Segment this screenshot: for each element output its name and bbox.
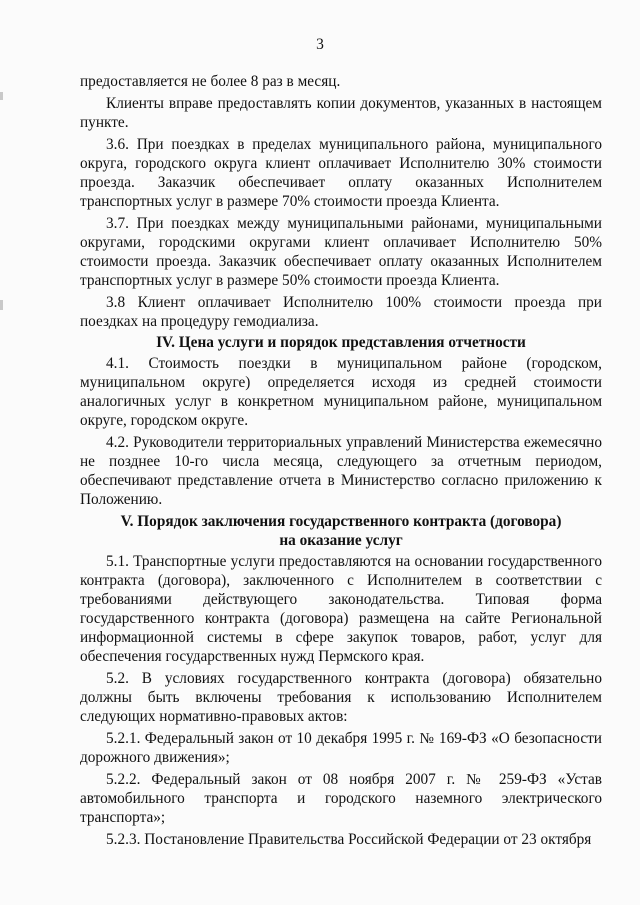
- paragraph: Клиенты вправе предоставлять копии документов, указанных в настоящем пункте.: [80, 95, 602, 131]
- page-number: 3: [316, 36, 324, 53]
- paragraph-4-1: 4.1. Стоимость поездки в муниципальном районе (городском, муниципальном округе) определяется исходя из средней стоимости аналогичных услуг в конкретном муниципальном районе, муниципальном округе, городском округе.: [80, 355, 602, 429]
- section-heading-v-continued: на оказание услуг: [279, 532, 403, 549]
- document-body: [80, 72, 602, 849]
- paragraph-5-2-2: 5.2.2. Федеральный закон от 08 ноября 2007 г. № 259-ФЗ «Устав автомобильного транспорта и городского наземного электрического транспорта»;: [80, 771, 602, 826]
- paragraph-5-2-1: 5.2.1. Федеральный закон от 10 декабря 1995 г. № 169-ФЗ «О безопасности дорожного движения»;: [80, 730, 602, 766]
- scan-edge-mark: [0, 300, 3, 310]
- paragraph: предоставляется не более 8 раз в месяц.: [80, 73, 341, 90]
- paragraph-5-2: 5.2. В условиях государственного контракта (договора) обязательно должны быть включены требования к использованию Исполнителем следующих нормативно-правовых актов:: [80, 670, 602, 725]
- scan-edge-mark: [0, 92, 3, 100]
- section-heading-iv: IV. Цена услуги и порядок представления отчетности: [156, 334, 526, 351]
- section-heading-v: V. Порядок заключения государственного контракта (договора): [120, 513, 562, 530]
- paragraph-5-2-3: 5.2.3. Постановление Правительства Российской Федерации от 23 октября: [106, 831, 592, 848]
- paragraph-4-2: 4.2. Руководители территориальных управлений Министерства ежемесячно не позднее 10-го числа месяца, следующего за отчетным периодом, обеспечивают представление отчета в Министерство согласно приложению к Положению.: [80, 434, 602, 508]
- paragraph-3-8: 3.8 Клиент оплачивает Исполнителю 100% стоимости проезда при поездках на процедуру гемодиализа.: [80, 294, 602, 330]
- paragraph-3-6: 3.6. При поездках в пределах муниципального района, муниципального округа, городского округа клиент оплачивает Исполнителю 30% стоимости проезда. Заказчик обеспечивает оплату оказанных Исполнителем транспортных услуг в размере 70% стоимости проезда Клиента.: [80, 136, 602, 210]
- paragraph-3-7: 3.7. При поездках между муниципальными районами, муниципальными округами, городскими округами клиент оплачивает Исполнителю 50% стоимости проезда. Заказчик обеспечивает оплату оказанных Исполнителем транспортных услуг в размере 50% стоимости проезда Клиента.: [80, 215, 602, 289]
- paragraph-5-1: 5.1. Транспортные услуги предоставляются на основании государственного контракта (договора), заключенного с Исполнителем в соответствии с требованиями действующего законодательства. Типовая форма государственного контракта (договора) размещена на сайте Региональной информационной системы в сфере закупок товаров, работ, услуг для обеспечения государственных нужд Пермского края.: [80, 553, 602, 665]
